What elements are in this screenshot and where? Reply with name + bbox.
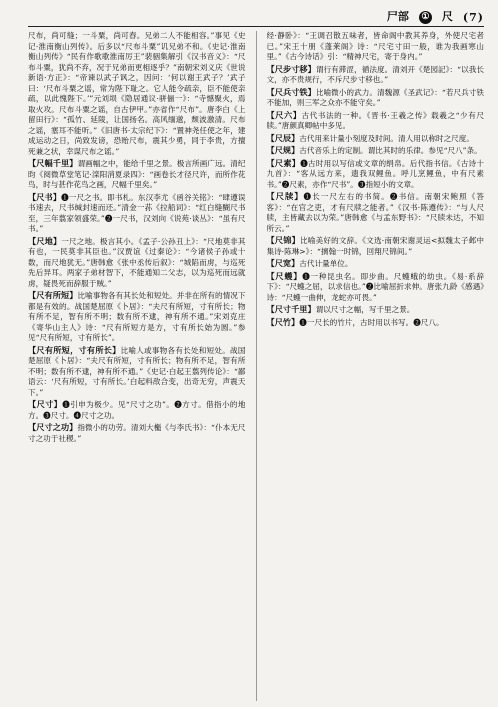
entry-headword: 【 尺地 】 [28,236,61,246]
entry-definition: 指微小的功劳。清刘大櫆《与李氏书》：“仆本无尺寸之功于社稷。” [28,423,246,443]
entry-headword: 【 尺素 】 [267,158,301,168]
entry-definition: 古代计量单位。 [299,259,353,268]
entry-headword: 【 尺兵寸铁 】 [267,87,316,97]
entry-definition: ❶一尺长的竹片，古时用以书写。❷尺八。 [299,317,444,327]
dictionary-entry [28,399,246,421]
dictionary-entry [267,158,485,191]
dictionary-entry [267,133,485,145]
dictionary-entry [267,31,485,63]
entry-definition: 比喻事物各有其长处和短处。并非在所有的情况下都是有效的。战国楚屈原《卜居》：“夫尺有所短，寸有所长；物有所不足，智有所不明；数有所不逮，神有所不通。”宋刘克庄《寄华山主人》诗：“尺有所短方是方，寸有所长始为圆。”参见“尺有所短，寸有所长”。 [28,291,246,342]
entry-definition: 经·静卧》：“王调召散五味者，皆命阁中教其养身，外使尺宅者已。”宋王十朋《蓬莱阁》诗：“尺宅寸田一般，谁为我画寒山里。”《古今诗话》引：“精神尺宅，寄于身内。” [266,31,484,61]
entry-headword: 【 尺有所短 】 [28,290,77,300]
column-divider [256,31,257,701]
entry-definition: 比喻美好的文辞。《文选·南朝宋谢灵运<拟魏太子邺中集诗·陈琳>》：“摛翰一时锦，回翔尺锦间。” [266,236,484,256]
dictionary-entry [28,290,246,344]
entry-headword: 【 尺幅千里 】 [28,158,77,168]
entry-definition: 尺布，尚可缝；一斗粟，尚可舂。兄弟二人不能相容。”事见《史记·淮南衡山列传》。后多以“尺布斗粟”讥兄弟不和。《史记·淮南衡山列传》“民有作歌歌淮南厉王”裴骃集解引《汉书音义》：“尺布斗粟，犹尚不弃，况于兄弟而更相逐乎？”南朝宋刘义庆《世说新语·方正》：“帝谏以武子讽之，因问：‘何以谢王武子？’武子曰：‘尺布斗粟之谣，常为陛下耻之。它人能令疏亲，臣不能使亲疏，以此愧陛下。’”元刘埙《隐居通议·骈俪一》：“寺憾聚火，焉取火攻。尺布斗粟之谣，自古伊甲。”亦省作“尺布”。唐李白《上留田行》：“孤竹、延陵，让国扬名。高风缅邈，颓波激清。尺布之谣，塞耳不能听。”《旧唐书·太宗纪下》：“置神尧任使之年，建成运动之日，尚致发谤，恐贻尺布，震其少勇，同于李贵，方擅死兼之状，幸谋尺布之谣。” [28,31,246,156]
dictionary-entry [267,64,485,86]
entry-definition: 古代音乐上的定制。谓比其时的乐律。参见“尺八”条。 [299,146,482,155]
entry-headword: 【 尺宽 】 [267,258,300,268]
dictionary-entry [267,87,485,109]
right-column [267,31,485,701]
dictionary-entry [267,110,485,132]
entry-definition: 古代书法的一种。《晋书·王羲之传》载羲之“少有尺牍。”唐颜真卿帖中多见。 [266,110,484,130]
entry-definition: 谓行有滞涩，循法度。清刘开《楚园記》：“以我长文，亦不贵规行，不斥尺步寸移也。” [266,64,484,84]
entry-headword: 【 尺蠖 】 [267,271,303,281]
dictionary-entry [267,258,485,270]
entry-headword: 【 尺六 】 [267,110,302,120]
dictionary-entry [267,304,485,316]
left-column [28,31,246,701]
entry-definition: ❶一种昆虫名。即步曲。尺蠖蛾的幼虫。《易·系辞下》：“尺蠖之屈，以求信也。”❷比喻屈折求伸。唐张九龄《感遇》诗：“尺蠖一曲伸，龙蛇亦可畏。” [266,271,484,302]
dictionary-entry [28,422,246,444]
header-radical: 尸部 [386,10,409,23]
entry-headword: 【 尺竹 】 [267,317,300,327]
page-body [28,31,484,701]
dictionary-entry [267,145,485,157]
page-number: (7) [462,11,484,24]
header-seal-icon: ① [419,11,432,24]
dictionary-entry [28,192,246,235]
entry-definition: 一尺之地。极言其小。《孟子·公孙丑上》：“尺地莫非其有也，一民莫非其臣也。”汉贾谊《过秦论》：“今诸侯子孙或十数，而尺地犹无。”唐韩愈《张中丞传后叙》：“城陷而虏，与巡死先后异耳。两家子弟材智下，不能通知二父志，以为巡死而远就虏，疑畏死而辞服于贼。” [28,236,246,288]
dictionary-entry [267,271,485,304]
dictionary-entry [28,31,246,157]
entry-headword: 【 尺规 】 [267,145,300,155]
entry-definition: 比喻人或事物各有长处和短处。战国楚屈原《卜居》：“夫尺有所短，寸有所长；物有所不足，智有所不明；数有所不逮，神有所不通。”《史记·白起王翦列传论》：“鄙语云：‘尺有所短，寸有所长。’白起料敌合变，出奇无穷，声震天下。” [28,345,246,397]
entry-headword: 【 尺步寸移 】 [267,64,316,74]
dictionary-entry [28,236,246,290]
dictionary-entry [267,191,485,234]
entry-headword: 【 尺有所短，寸有所长 】 [28,345,121,355]
entry-headword: 【 尺寸 】 [28,399,62,409]
entry-headword: 【 尺寸之功 】 [28,422,77,432]
entry-headword: 【 尺锦 】 [267,235,301,245]
entry-definition: 古代用来计量小刻度及时间。清人用以称时之尺度。 [299,133,474,143]
entry-headword: 【 尺寸千里 】 [267,304,316,314]
dictionary-entry [28,345,246,399]
entry-definition: ❶引申为极少。见“尺寸之功”。❷方寸。借指小的地方。❸尺寸。❹尺寸之功。 [28,400,246,420]
entry-definition: 谓画幅之中，能给千里之景。极言所画广远。清纪昀《阅微草堂笔记·滦阳消夏录四》：“画卷长才径尺许，而所作花鸟，时与甚作花鸟之画，尺幅千里矣。” [28,159,246,189]
entry-definition: ❶古时用以写信或文章的绢帛。后代指书信。《古诗十九首》：“客从远方来，遗我双鲤鱼。呼儿烹鲤鱼，中有尺素书。”❷尺素，亦作“尺书”。❸指短小的文章。 [266,158,484,189]
entry-definition: ❶长一尺左右的书简。❷书信。南朝宋鲍照《答客》：“在官之吏，才有尺牍之能者。”《汉书·陈遵传》：“与人尺牍，主皆藏去以为荣。”唐韩愈《与孟东野书》：“尺牍未达，不知所云。” [266,192,484,233]
header-title: 尺 [441,10,453,23]
entry-headword: 【 尺书 】 [28,192,61,202]
entry-definition: 比喻微小的武力。清魏源《圣武记》：“若尺兵寸铁不能加，则三军之众亦不能守矣。” [266,87,484,107]
page-header [28,0,484,27]
entry-definition: ❶一尺之书。即书札。东汉李尤《函谷关铭》：“肆遵误书速去，尺书缄封速而还。”清金一荪《拉船词》：“红白缝醐尺书至，三年翦家领盛荣。”❷一尺书，汉刘向《说苑·谈丛》：“虽有尺书。” [28,192,246,233]
dictionary-entry [28,158,246,191]
dictionary-entry [267,235,485,257]
entry-headword: 【 尺辰 】 [267,133,300,143]
entry-definition: 谓以尺寸之幅，写千里之景。 [315,305,415,314]
entry-headword: 【 尺牍 】 [267,191,304,201]
dictionary-entry [267,317,485,329]
